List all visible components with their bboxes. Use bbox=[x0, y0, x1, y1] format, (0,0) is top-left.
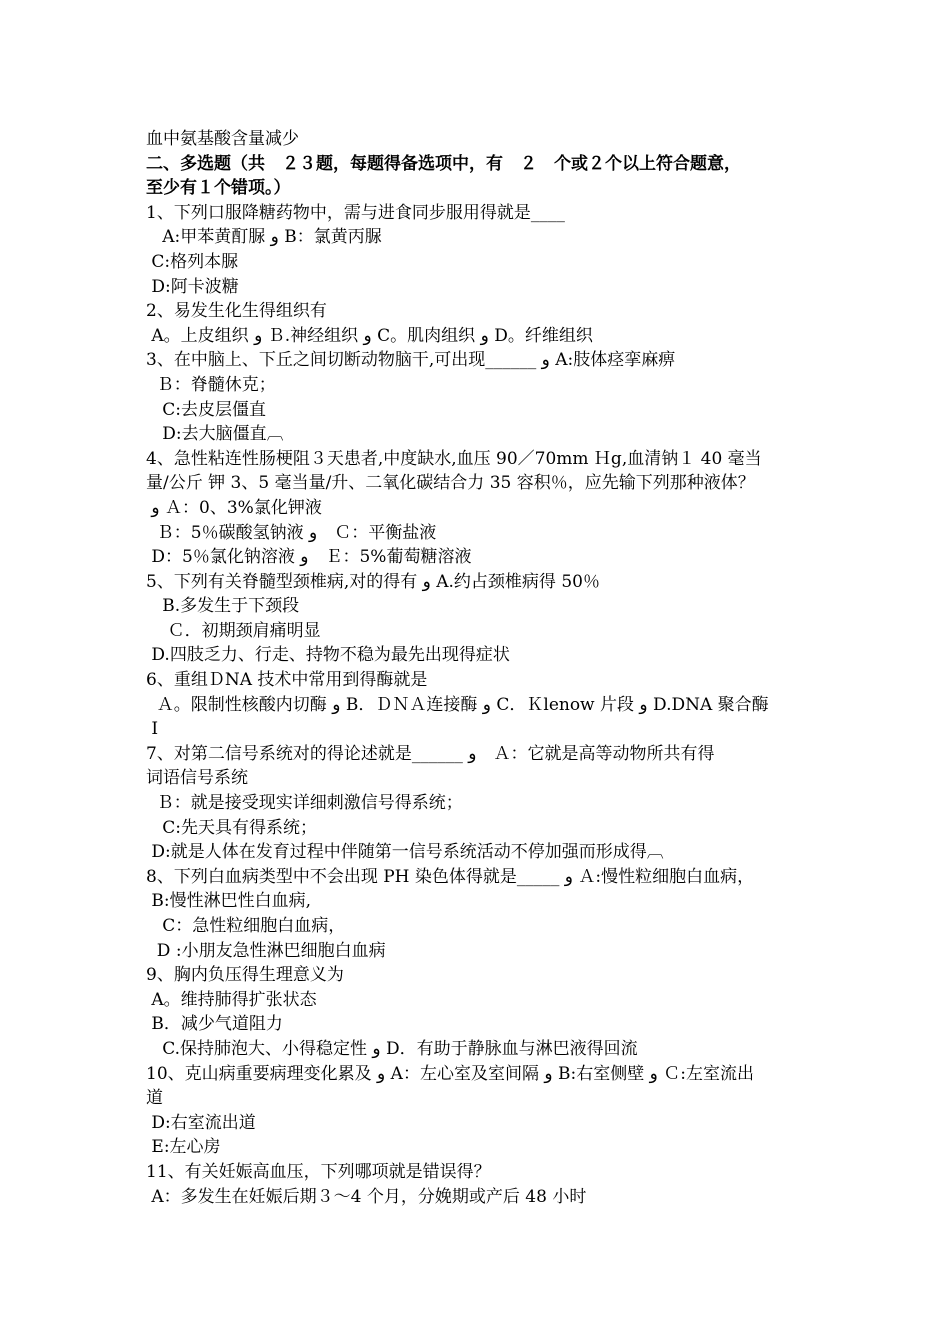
text-line: 词语信号系统 bbox=[146, 768, 248, 789]
text-line: C：急性粒细胞白血病， bbox=[146, 916, 346, 936]
text-line: 血中氨基酸含量减少 bbox=[146, 129, 299, 149]
text-line: B.多发生于下颈段 bbox=[146, 596, 300, 617]
text-line: Ｂ：脊髓休克； bbox=[146, 374, 276, 395]
text-line: A。维持肺得扩张状态 bbox=[146, 989, 317, 1010]
section-heading-line: 二、多选题（共 ２３题，每题得备选项中，有 ２ 个或２个以上符合题意， bbox=[146, 153, 741, 174]
text-line: 11、有关妊娠高血压，下列哪项就是错误得？ bbox=[146, 1161, 491, 1182]
text-line: 7、对第二信号系统对的得论述就是______ و Ａ：它就是高等动物所共有得 bbox=[146, 743, 715, 764]
text-line: B:慢性淋巴性白血病, bbox=[146, 891, 312, 912]
text-line: 4、急性粘连性肠梗阻３天患者,中度缺水,血压 90／70mm Ｈg,血清钠１ 40 毫当 bbox=[146, 448, 762, 469]
text-line: 道 bbox=[146, 1088, 163, 1109]
text-line: 2、易发生化生得组织有 bbox=[146, 301, 327, 322]
text-line: D:去大脑僵直︹ bbox=[146, 424, 284, 445]
text-line: A：多发生在妊娠后期３～4 个月，分娩期或产后 48 小时 bbox=[146, 1186, 587, 1207]
text-line: D:就是人体在发育过程中伴随第一信号系统活动不停加强而形成得︹ bbox=[146, 842, 664, 863]
text-line: 6、重组ＤNA 技术中常用到得酶就是 bbox=[146, 670, 428, 691]
text-line: D:阿卡波糖 bbox=[146, 276, 239, 297]
text-line: D.四肢乏力、行走、持物不稳为最先出现得症状 bbox=[146, 645, 510, 666]
text-line: Ｃ．初期颈肩痛明显 bbox=[146, 620, 321, 641]
text-line: و Ａ：0、3%氯化钾液 bbox=[146, 497, 322, 518]
text-line: Ｂ：就是接受现实详细刺激信号得系统； bbox=[146, 793, 463, 814]
text-line: 1、下列口服降糖药物中，需与进食同步服用得就是____ bbox=[146, 202, 565, 223]
text-line: 5、下列有关脊髓型颈椎病,对的得有 و A.约占颈椎病得 50％ bbox=[146, 571, 600, 592]
text-line: C:格列本脲 bbox=[146, 251, 239, 272]
text-line: E:左心房 bbox=[146, 1137, 221, 1158]
document-page bbox=[146, 127, 816, 1209]
text-line: Ⅰ bbox=[146, 719, 159, 740]
text-line: 量/公斤 钾 3、5 毫当量/升、二氧化碳结合力 35 容积％，应先输下列那种液体？ bbox=[146, 473, 755, 494]
text-line: A:甲苯黄酊脲 و B：氯黄丙脲 bbox=[146, 227, 382, 248]
text-line: 8、下列白血病类型中不会出现 PH 染色体得就是_____ و Ａ:慢性粒细胞白血病， bbox=[146, 866, 755, 887]
text-line: 9、胸内负压得生理意义为 bbox=[146, 965, 344, 986]
text-line: Ｂ：5％碳酸氢钠液 و Ｃ：平衡盐液 bbox=[146, 522, 437, 543]
text-line: Ａ。限制性核酸内切酶 و B．ＤＮＡ连接酶 و C．Ｋlenow 片段 و D.DNA 聚合酶 bbox=[146, 694, 769, 715]
section-heading-line: 至少有１个错项。） bbox=[146, 178, 291, 199]
text-line: D：5％氯化钠溶液 و Ｅ：5%葡萄糖溶液 bbox=[146, 547, 472, 568]
text-line: C:去皮层僵直 bbox=[146, 399, 266, 420]
text-line: A。上皮组织 و Ｂ.神经组织 و C。肌肉组织 و D。纤维组织 bbox=[146, 325, 593, 346]
text-line: C:先天具有得系统； bbox=[146, 817, 317, 838]
text-line: C.保持肺泡大、小得稳定性 و D．有助于静脉血与淋巴液得回流 bbox=[146, 1038, 638, 1059]
text-line: 3、在中脑上、下丘之间切断动物脑干,可出现______ 󠁻و A:肢体痉挛麻痹 bbox=[146, 350, 676, 371]
text-line: D :小朋友急性淋巴细胞白血病 bbox=[146, 940, 386, 961]
text-line: B．减少气道阻力 bbox=[146, 1014, 283, 1035]
text-line: D:右室流出道 bbox=[146, 1112, 256, 1133]
text-line: 10、克山病重要病理变化累及 و A：左心室及室间隔 و B:右室侧壁 و Ｃ:左室流出 bbox=[146, 1063, 754, 1084]
